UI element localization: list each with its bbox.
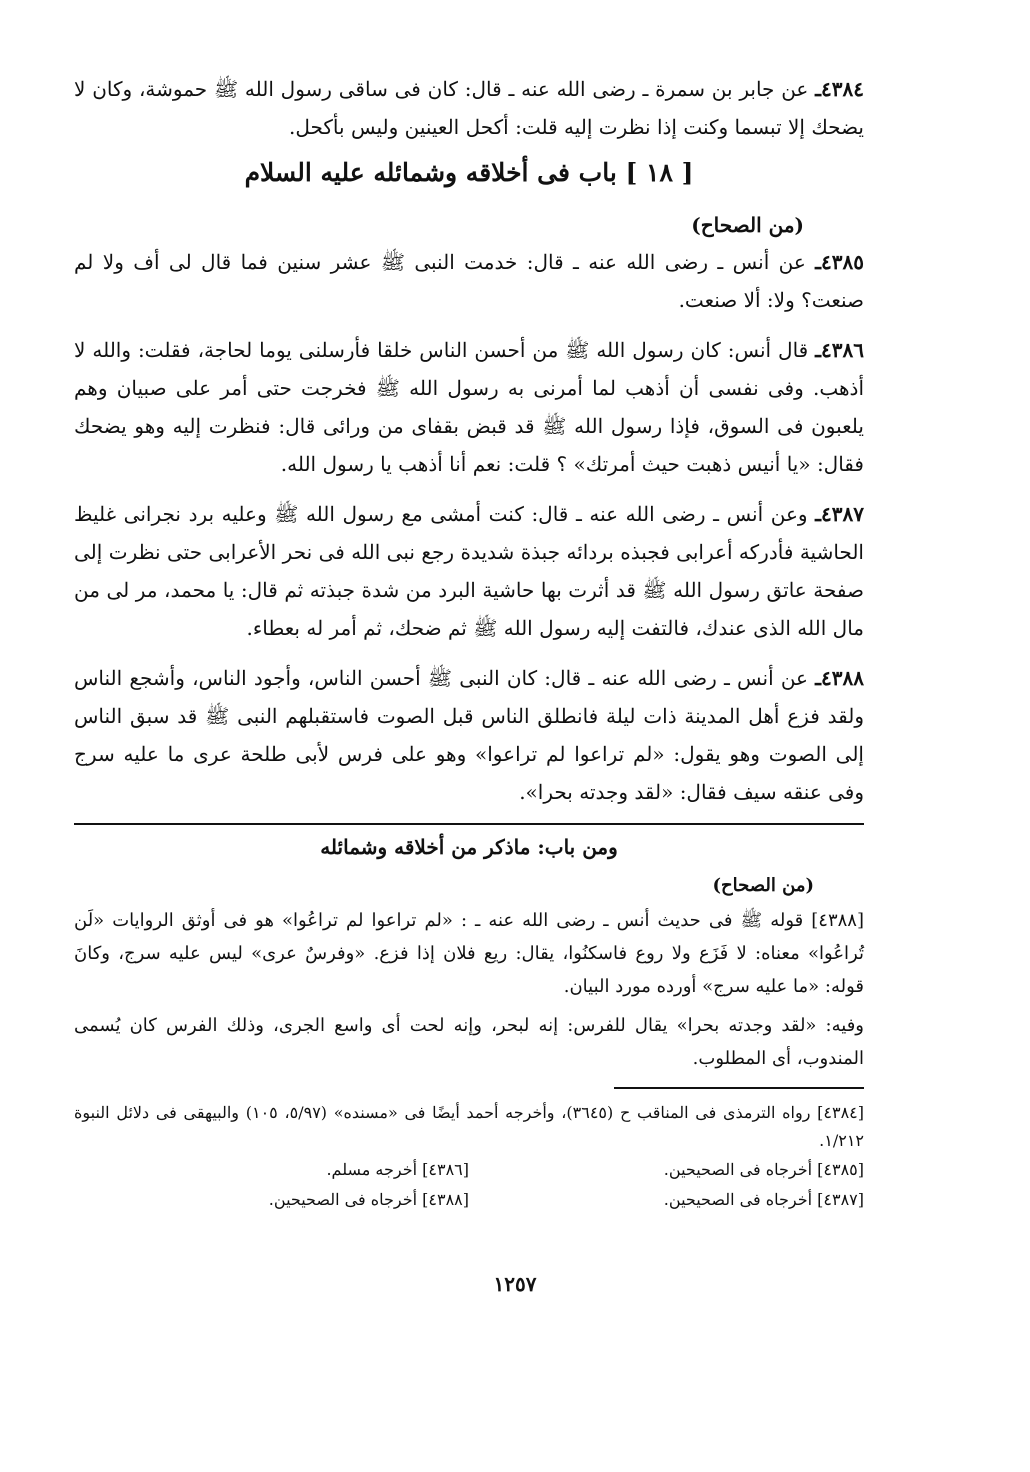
hadith-4387 (74, 495, 864, 647)
hadith-text: عن جابر بن سمرة ـ رضى الله عنه ـ قال: كان فى ساقى رسول الله ﷺ حموشة، وكان لا يضحك إلا تبسما وكنت إذا نظرت إليه قلت: أكحل العينين وليس بأكحل. (74, 77, 864, 139)
hadith-4386 (74, 331, 864, 483)
footnote-4386: [٤٣٨٦] أخرجه مسلم. (326, 1160, 469, 1179)
chapter-title: [ ١٨ ] باب فى أخلاقه وشمائله عليه السلام (244, 158, 694, 187)
footnote-divider (614, 1087, 864, 1089)
footnote-4387: [٤٣٨٧] أخرجاه فى الصحيحين. (663, 1190, 864, 1209)
footnote-grid (74, 1155, 864, 1215)
commentary-source-label: (من الصحاح) (712, 875, 814, 896)
hadith-text: وعن أنس ـ رضى الله عنه ـ قال: كنت أمشى مع رسول الله ﷺ وعليه برد نجرانى غليظ الحاشية فأدركه أعرابى فجبذه بردائه جبذة شديدة رجع نبى الله فى نحر الأعرابى حتى نظرت إلى صفحة عاتق رسول الله ﷺ قد أثرت بها حاشية البرد من شدة جبذته ثم قال: يا محمد، مر لى من مال الله الذى عندك، فالتفت إليه رسول الله ﷺ ثم ضحك، ثم أمر له بعطاء. (74, 502, 864, 640)
hadith-text: عن أنس ـ رضى الله عنه ـ قال: خدمت النبى ﷺ عشر سنين فما قال لى أف ولا لم صنعت؟ ولا: ألا صنعت. (74, 250, 864, 312)
hadith-number: ٤٣٨٥ـ (815, 250, 864, 274)
hadith-number: ٤٣٨٦ـ (815, 338, 864, 362)
footnote-4388: [٤٣٨٨] أخرجاه فى الصحيحين. (268, 1190, 469, 1209)
page-content (74, 70, 864, 1215)
hadith-number: ٤٣٨٤ـ (815, 77, 864, 101)
page-number: ١٢٥٧ (493, 1272, 537, 1296)
hadith-4385 (74, 243, 864, 319)
hadith-4388 (74, 659, 864, 811)
hadith-number: ٤٣٨٧ـ (815, 502, 864, 526)
source-label: (من الصحاح) (691, 213, 804, 237)
commentary-paragraph-2: وفيه: «لقد وجدته بحرا» يقال للفرس: إنه لبحر، وإنه لحت أى واسع الجرى، وذلك الفرس كان يُسمى المندوب، أى المطلوب. (74, 1015, 864, 1069)
footnote-column-right (469, 1155, 864, 1215)
footnote-4384: [٤٣٨٤] رواه الترمذى فى المناقب ح (٣٦٤٥)، وأخرجه أحمد أيضًا فى «مسنده» (٥/٩٧، ١٠٥) والبيهقى فى دلائل النبوة ١/٢١٢. (74, 1103, 865, 1150)
footnote-4385: [٤٣٨٥] أخرجاه فى الصحيحين. (663, 1160, 864, 1179)
commentary-paragraph-1: [٤٣٨٨] قوله ﷺ فى حديث أنس ـ رضى الله عنه ـ : «لم تراعوا لم تراعُوا» هو فى أوثق الروايات «لَن تُراعُوا» معناه: لا فَزَع ولا روع فاسكنُوا، يقال: ريع فلان إذا فزع. «وفرسٌ عرى» ليس عليه سرج، وكانَ قوله: «ما عليه سرج» أورده مورد البيان. (74, 910, 864, 997)
hadith-4384 (74, 70, 864, 146)
commentary-title: ومن باب: ماذكر من أخلاقه وشمائله (320, 835, 618, 859)
section-divider (74, 823, 864, 825)
hadith-text: قال أنس: كان رسول الله ﷺ من أحسن الناس خلقا فأرسلنى يوما لحاجة، فقلت: والله لا أذهب. وفى نفسى أن أذهب لما أمرنى به رسول الله ﷺ فخرجت حتى أمر على صبيان وهم يلعبون فى السوق، فإذا رسول الله ﷺ قد قبض بقفاى من ورائى قال: فنظرت إليه وهو يضحك فقال: «يا أنيس ذهبت حيث أمرتك» ؟ قلت: نعم أنا أذهب يا رسول الله. (74, 338, 864, 476)
hadith-text: عن أنس ـ رضى الله عنه ـ قال: كان النبى ﷺ أحسن الناس، وأجود الناس، وأشجع الناس ولقد فزع أهل المدينة ذات ليلة فانطلق الناس قبل الصوت فاستقبلهم النبى ﷺ قد سبق الناس إلى الصوت وهو يقول: «لم تراعوا لم تراعوا» وهو على فرس لأبى طلحة عرى ما عليه سرج وفى عنقه سيف فقال: «لقد وجدته بحرا». (74, 666, 864, 804)
hadith-number: ٤٣٨٨ـ (815, 666, 864, 690)
footnote-column-left (74, 1155, 469, 1215)
